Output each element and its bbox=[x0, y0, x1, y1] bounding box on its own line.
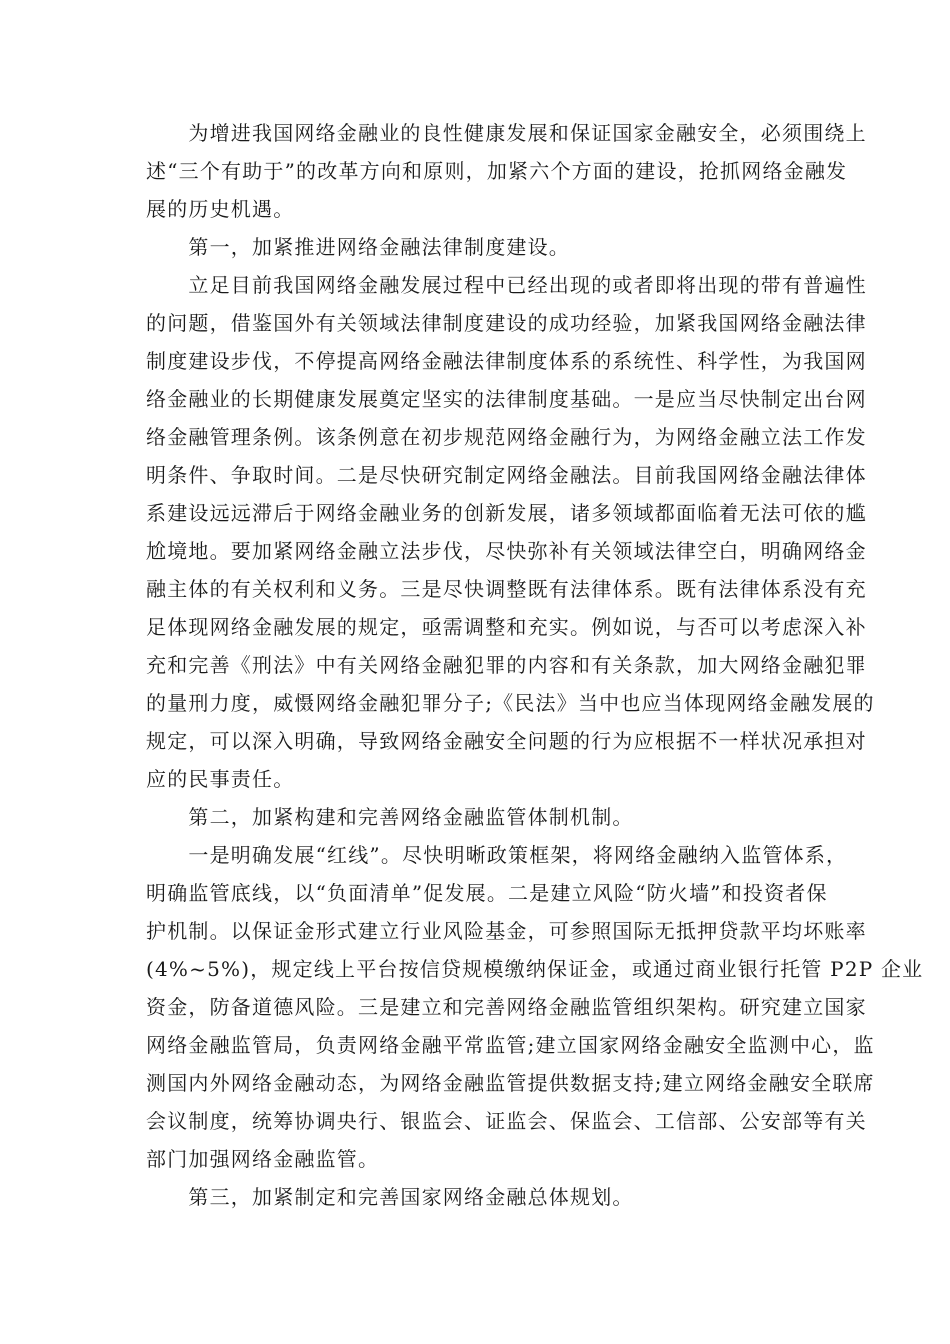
heading-third bbox=[146, 1178, 812, 1216]
heading-second bbox=[146, 798, 812, 836]
text-line: 络金融业的长期健康发展奠定坚实的法律制度基础。一是应当尽快制定出台网 bbox=[146, 387, 867, 411]
text-line: 融主体的有关权利和义务。三是尽快调整既有法律体系。既有法律体系没有充 bbox=[146, 577, 867, 601]
text-line: 明条件、争取时间。二是尽快研究制定网络金融法。目前我国网络金融法律体 bbox=[146, 463, 867, 487]
text-line: 络金融管理条例。该条例意在初步规范网络金融行为，为网络金融立法工作发 bbox=[146, 425, 867, 449]
text-line: 第一，加紧推进网络金融法律制度建设。 bbox=[146, 235, 570, 259]
text-line: 立足目前我国网络金融发展过程中已经出现的或者即将出现的带有普遍性 bbox=[146, 273, 867, 297]
text-line: 系建设远远滞后于网络金融业务的创新发展，诸多领域都面临着无法可依的尴 bbox=[146, 501, 867, 525]
paragraph-legal-system bbox=[146, 266, 875, 798]
text-line: 部门加强网络金融监管。 bbox=[146, 1147, 380, 1171]
document-page bbox=[146, 114, 924, 1216]
text-line: 展的历史机遇。 bbox=[146, 197, 295, 221]
text-line: 网络金融监管局，负责网络金融平常监管;建立国家网络金融安全监测中心，监 bbox=[146, 1033, 875, 1057]
text-line: 制度建设步伐，不停提高网络金融法律制度体系的系统性、科学性，为我国网 bbox=[146, 349, 867, 373]
text-line: 测国内外网络金融动态，为网络金融监管提供数据支持;建立网络金融安全联席 bbox=[146, 1071, 875, 1095]
text-line: 明确监管底线，以“负面清单”促发展。二是建立风险“防火墙”和投资者保 bbox=[146, 881, 828, 905]
text-line: 应的民事责任。 bbox=[146, 767, 295, 791]
text-line: 资金，防备道德风险。三是建立和完善网络金融监管组织架构。研究建立国家 bbox=[146, 995, 867, 1019]
text-line: 规定，可以深入明确，导致网络金融安全问题的行为应根据不一样状况承担对 bbox=[146, 729, 867, 753]
text-line: 足体现网络金融发展的规定，亟需调整和充实。例如说，与否可以考虑深入补 bbox=[146, 615, 867, 639]
text-line: 为增进我国网络金融业的良性健康发展和保证国家金融安全，必须围绕上 bbox=[146, 121, 867, 145]
text-line: 护机制。以保证金形式建立行业风险基金，可参照国际无抵押贷款平均坏账率 bbox=[146, 919, 867, 943]
text-line: 第二，加紧构建和完善网络金融监管体制机制。 bbox=[146, 805, 634, 829]
text-line: 一是明确发展“红线”。尽快明晰政策框架，将网络金融纳入监管体系， bbox=[146, 843, 848, 867]
paragraph-supervision bbox=[146, 836, 924, 1178]
paragraph-intro bbox=[146, 114, 867, 228]
text-line: 充和完善《刑法》中有关网络金融犯罪的内容和有关条款，加大网络金融犯罪 bbox=[146, 653, 867, 677]
text-line: 的量刑力度，威慑网络金融犯罪分子;《民法》当中也应当体现网络金融发展的 bbox=[146, 691, 875, 715]
text-line: 尬境地。要加紧网络金融立法步伐，尽快弥补有关领域法律空白，明确网络金 bbox=[146, 539, 867, 563]
text-line: 会议制度，统筹协调央行、银监会、证监会、保监会、工信部、公安部等有关 bbox=[146, 1109, 867, 1133]
text-line: 述“三个有助于”的改革方向和原则，加紧六个方面的建设，抢抓网络金融发 bbox=[146, 159, 848, 183]
text-line: (4%~5%)，规定线上平台按信贷规模缴纳保证金，或通过商业银行托管 P2P 企业 bbox=[146, 957, 924, 981]
heading-first bbox=[146, 228, 812, 266]
text-line: 的问题，借鉴国外有关领域法律制度建设的成功经验，加紧我国网络金融法律 bbox=[146, 311, 867, 335]
text-line: 第三，加紧制定和完善国家网络金融总体规划。 bbox=[146, 1185, 634, 1209]
